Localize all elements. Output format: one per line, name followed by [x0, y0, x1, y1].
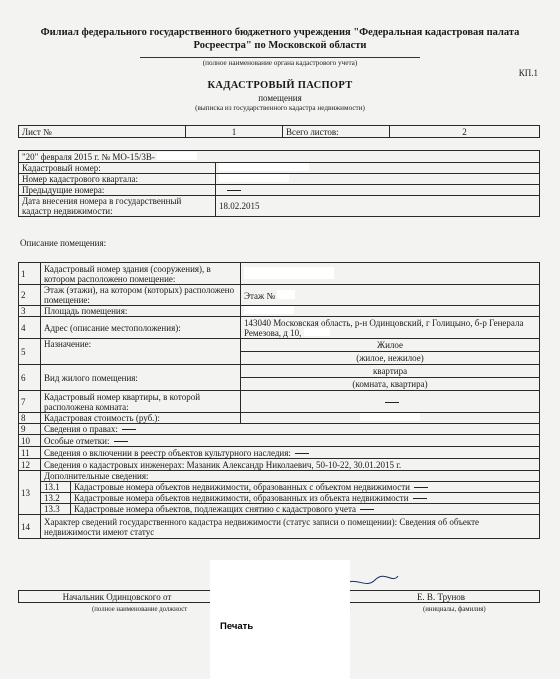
subrow-label: Кадастровые номера объектов недвижимости, образованных из объекта недвижимости [71, 493, 540, 504]
quarter-value [216, 174, 540, 185]
subrow-number: 13.1 [41, 482, 71, 493]
row-number: 11 [19, 447, 41, 459]
row-number: 6 [19, 365, 41, 391]
row-label: Сведения о правах: [41, 424, 540, 435]
date-entered-value: 18.02.2015 [216, 196, 540, 217]
row-label: Кадастровый номер здания (сооружения), в котором расположено помещение: [41, 263, 241, 285]
org-name-line2: Росреестра" по Московской области [193, 40, 367, 51]
sheet-label: Лист № [19, 126, 186, 138]
redaction [244, 267, 334, 279]
row-number: 8 [19, 413, 41, 424]
row-value-main: квартира [241, 365, 539, 378]
row-number: 3 [19, 306, 41, 317]
row-label: Дополнительные сведения: [41, 471, 540, 482]
row-label: Характер сведений государственного кадастра недвижимости (статус записи о помещении): Сведения об объекте недвижимости имеют статус [41, 515, 540, 539]
total-sheets-label: Всего листов: [283, 126, 390, 138]
row-value-note: (жилое, нежилое) [356, 353, 424, 363]
empty-dash [385, 402, 399, 403]
cadastral-number-value [216, 163, 540, 174]
row-value-note: (комната, квартира) [352, 379, 428, 389]
previous-numbers-value [216, 185, 540, 196]
row-label: Кадастровый номер квартиры, в которой расположена комната: [41, 391, 241, 413]
redaction [360, 413, 420, 421]
date-entered-label: Дата внесения номера в государственный кадастр недвижимости: [19, 196, 216, 217]
row-label: Адрес (описание местоположения): [41, 317, 241, 339]
empty-dash [414, 487, 428, 488]
org-name-line1: Филиал федерального государственного бюджетного учреждения "Федеральная кадастровая палата [40, 27, 520, 38]
info-table [18, 150, 540, 217]
redaction [157, 152, 197, 160]
row-number: 14 [19, 515, 41, 539]
row-number: 2 [19, 285, 41, 306]
row-label: Кадастровая стоимость (руб.): [41, 413, 241, 424]
row-label: Особые отметки: [41, 435, 540, 447]
row-label: Площадь помещения: [41, 306, 241, 317]
total-sheets-number: 2 [390, 126, 540, 138]
row-label: Сведения о включении в реестр объектов культурного наследия: [41, 447, 540, 459]
empty-dash [114, 441, 128, 442]
row-number: 5 [19, 339, 41, 365]
subrow-label: Кадастровые номера объектов недвижимости, образованных с объектом недвижимости [71, 482, 540, 493]
row-value [241, 365, 540, 391]
subrow-number: 13.3 [41, 504, 71, 515]
redaction [304, 328, 330, 336]
document-subcaption: (выписка из государственного кадастра недвижимости) [195, 104, 365, 112]
signer-name: Е. В. Трунов [343, 591, 540, 603]
info-date-line: "20" февраля 2015 г. № МО-15/3В- [19, 151, 540, 163]
row-value [241, 263, 540, 285]
previous-numbers-label: Предыдущие номера: [19, 185, 216, 196]
row-number: 7 [19, 391, 41, 413]
position-caption: (полное наименование должност [92, 606, 188, 613]
stamp-redaction [210, 560, 350, 679]
sheet-number: 1 [186, 126, 283, 138]
row-value [241, 413, 540, 424]
row-label: Сведения о кадастровых инженерах: Мазаник Александр Николаевич, 50-10-22, 30.01.2015 г. [41, 459, 540, 471]
row-label: Назначение: [41, 339, 241, 365]
row-value-main: Жилое [241, 339, 539, 352]
row-number: 13 [19, 471, 41, 515]
cadastral-number-label: Кадастровый номер: [19, 163, 216, 174]
subrow-number: 13.2 [41, 493, 71, 504]
row-label: Этаж (этажи), на котором (которых) расположено помещение: [41, 285, 241, 306]
empty-dash [227, 190, 241, 191]
section-title: Описание помещения: [20, 238, 107, 248]
row-value: Этаж № [241, 285, 540, 306]
row-value [241, 306, 540, 317]
row-value [241, 339, 540, 365]
form-code: КП.1 [518, 68, 538, 78]
redaction [244, 306, 294, 314]
row-label: Вид жилого помещения: [41, 365, 241, 391]
redaction [219, 174, 289, 182]
stamp-label: Печать [220, 621, 254, 632]
row-number: 10 [19, 435, 41, 447]
empty-dash [413, 498, 427, 499]
org-name [20, 26, 540, 52]
redaction [277, 290, 295, 299]
name-caption: (инициалы, фамилия) [423, 606, 486, 613]
empty-dash [295, 453, 309, 454]
quarter-label: Номер кадастрового квартала: [19, 174, 216, 185]
row-number: 1 [19, 263, 41, 285]
subrow-label: Кадастровые номера объектов, подлежащих снятию с кадастрового учета [71, 504, 540, 515]
row-value [241, 391, 540, 413]
row-number: 4 [19, 317, 41, 339]
description-table [18, 262, 540, 539]
signer-position: Начальник Одинцовского от [19, 591, 216, 603]
row-number: 12 [19, 459, 41, 471]
sheet-table [18, 125, 540, 138]
empty-dash [360, 509, 374, 510]
org-caption: (полное наименование органа кадастрового учета) [140, 57, 420, 67]
document-subtitle: помещения [258, 93, 302, 103]
row-number: 9 [19, 424, 41, 435]
document-title: КАДАСТРОВЫЙ ПАСПОРТ [207, 80, 353, 91]
empty-dash [122, 429, 136, 430]
redaction [219, 163, 309, 171]
row-value: 143040 Московская область, р-н Одинцовский, г Голицыно, б-р Генерала Ремезова, д 10, [241, 317, 540, 339]
